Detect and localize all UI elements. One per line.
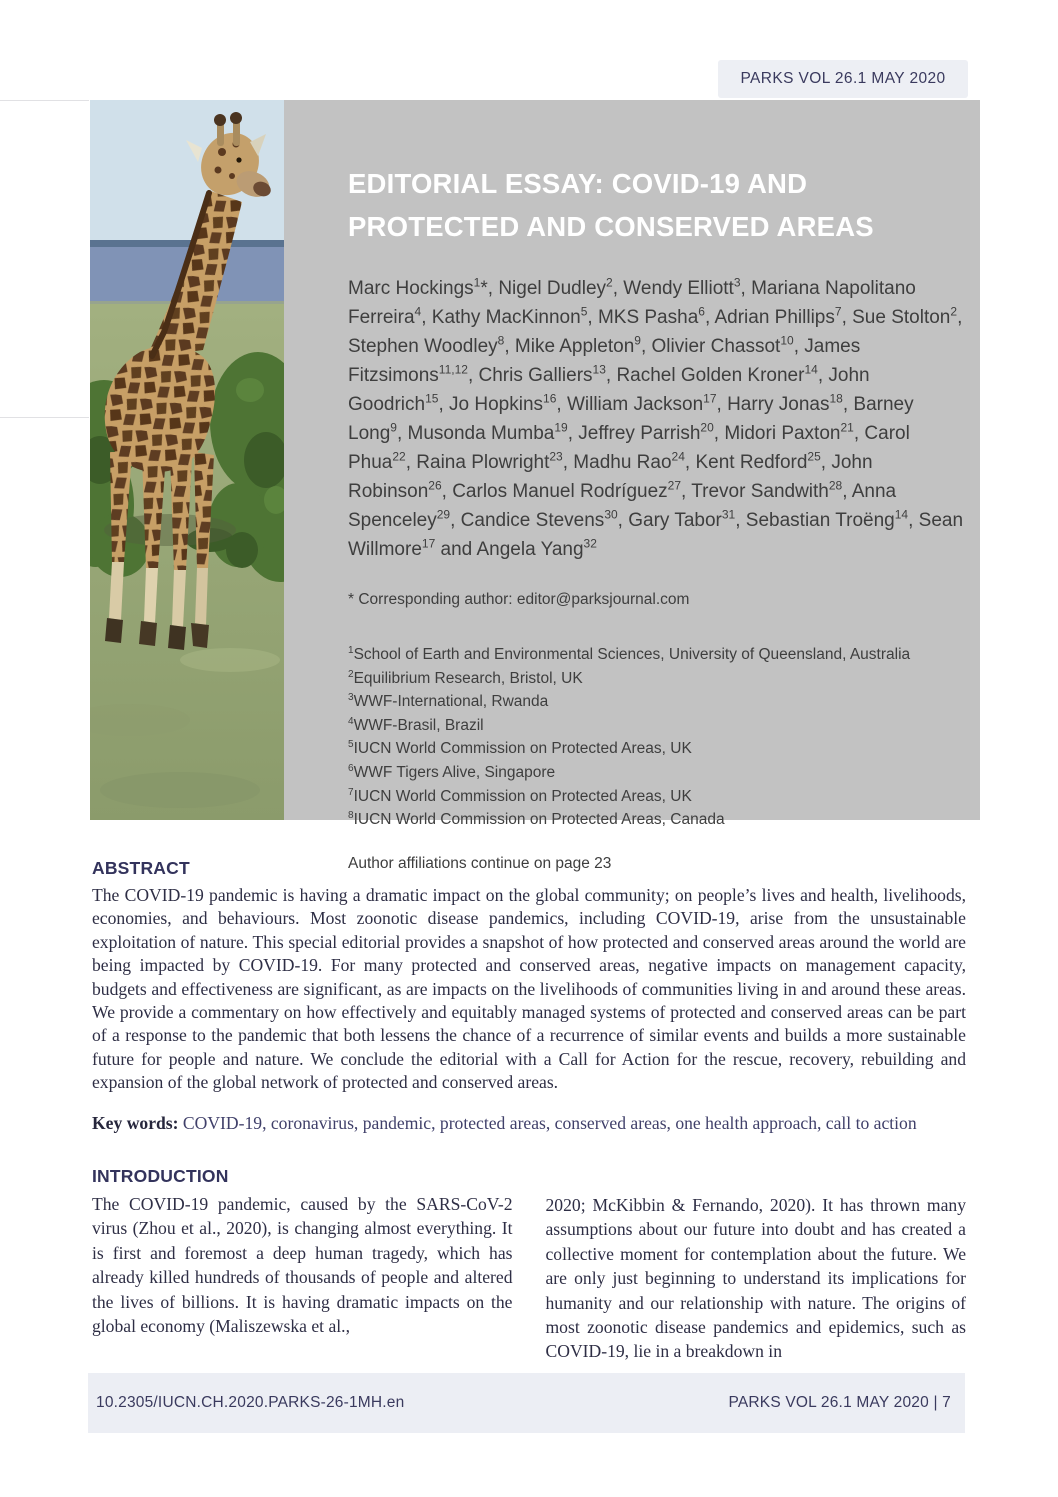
author-entry: Trevor Sandwith$^{28}$ — [691, 478, 843, 502]
affiliation-entry: $^5$IUCN World Commission on Protected Areas, UK — [348, 739, 692, 758]
author-entry: Jeffrey Parrish$^{20}$ — [578, 420, 714, 444]
affiliations-note: Author affiliations continue on page 23 — [348, 854, 612, 872]
abstract-section — [92, 858, 966, 1135]
author-entry: Sue Stolton$^2$ — [852, 304, 958, 328]
introduction-text-left: The COVID-19 pandemic, caused by the SARS-CoV-2 virus (Zhou et al., 2020), is changing almost everything. It is first and foremost a deep human tragedy, which has already killed hundreds of thousands of people and altered the lives of billions. It is having dramatic impacts on the global economy (Maliszewska et al., — [92, 1194, 513, 1337]
keywords-line — [92, 1112, 966, 1135]
author-entry: Mike Appleton$^9$ — [514, 333, 641, 357]
author-entry: Raina Plowright$^{23}$ — [416, 449, 563, 473]
corresponding-author: * Corresponding author: editor@parksjournal.com — [348, 591, 690, 608]
author-entry: Kent Redford$^{25}$ — [695, 449, 821, 473]
author-entry: Kathy MacKinnon$^5$ — [431, 304, 588, 328]
author-entry: John Robinson$^{26}$ — [348, 452, 873, 502]
author-entry: Barney Long$^9$ — [348, 394, 914, 444]
abstract-text: The COVID-19 pandemic is having a dramatic impact on the global community; on people’s lives and health, livelihoods, economies, and behaviours. Most zoonotic disease pandemics, including COVID-19, arise from the unsustainable exploitation of nature. This special editorial provides a snapshot of how protected and conserved areas around the world are being impacted by COVID-19. For many protected and conserved areas, negative impacts on management capacity, budgets and effectiveness are significant, as are impacts on the livelihoods of communities living in and around these areas. We provide a commentary on how effectively and equitably managed systems of protected and conserved areas can be part of a response to the pandemic that both lessens the chance of a recurrence of similar events and builds a more sustainable future for people and nature. We conclude the editorial with a Call for Action for the rescue, recovery, rebuilding and expansion of the global network of protected and conserved areas. — [92, 885, 966, 1093]
author-entry: Olivier Chassot$^{10}$ — [651, 333, 794, 357]
author-entry: Carlos Manuel Rodríguez$^{27}$ — [452, 478, 682, 502]
giraffe-photo — [90, 100, 284, 820]
author-entry: John Goodrich$^{15}$ — [348, 365, 870, 415]
author-entry: Adrian Phillips$^7$ — [714, 304, 842, 328]
keywords-label: Key words: — [92, 1112, 179, 1133]
author-entry: Jo Hopkins$^{16}$ — [449, 391, 557, 415]
affiliation-list — [348, 643, 966, 832]
introduction-section — [92, 1166, 966, 1364]
author-entry: Chris Galliers$^{13}$ — [478, 362, 606, 386]
author-entry: Mariana Napolitano Ferreira$^4$ — [348, 278, 916, 328]
affiliation-entry: $^8$IUCN World Commission on Protected Areas, Canada — [348, 810, 725, 829]
hero-panel — [284, 100, 980, 872]
author-entry: Harry Jonas$^{18}$ — [727, 391, 843, 415]
author-entry: Angela Yang$^{32}$ — [476, 536, 597, 560]
author-entry: Wendy Elliott$^3$ — [623, 275, 741, 299]
affiliation-entry: $^3$WWF-International, Rwanda — [348, 692, 549, 711]
author-entry: Rachel Golden Kroner$^{14}$ — [616, 362, 818, 386]
author-entry: Anna Spenceley$^{29}$ — [348, 481, 897, 531]
keywords-values: COVID-19, coronavirus, pandemic, protected areas, conserved areas, one health approach, call to action — [182, 1112, 917, 1133]
author-entry: Midori Paxton$^{21}$ — [724, 420, 854, 444]
affiliation-entry: $^7$IUCN World Commission on Protected Areas, UK — [348, 786, 692, 805]
author-entry: James Fitzsimons$^{11,12}$ — [348, 336, 861, 386]
author-entry: Madhu Rao$^{24}$ — [573, 449, 685, 473]
introduction-text-right: 2020; McKibbin & Fernando, 2020). It has thrown many assumptions about our future into doubt and has created a collective moment for contemplation about the future. We are only just beginning to understand its implications for humanity and our relationship with nature. The origins of most zoonotic disease pandemics and epidemics, such as COVID-19, lie in a breakdown in — [545, 1195, 966, 1362]
article-title: EDITORIAL ESSAY: COVID-19 AND PROTECTED AND CONSERVED AREAS — [348, 168, 874, 242]
issue-page-number: PARKS VOL 26.1 MAY 2020 | 7 — [728, 1394, 951, 1411]
author-entry: Sean Willmore$^{17}$ — [348, 510, 964, 560]
abstract-heading: ABSTRACT — [92, 858, 190, 878]
author-entry: Marc Hockings$^1$* — [348, 275, 488, 299]
author-entry: Sebastian Troëng$^{14}$ — [745, 507, 909, 531]
affiliation-entry: $^2$Equilibrium Research, Bristol, UK — [348, 668, 583, 687]
left-margin-frame — [0, 100, 89, 418]
author-entry: Nigel Dudley$^2$ — [498, 275, 613, 299]
author-entry: Candice Stevens$^{30}$ — [460, 507, 618, 531]
author-entry: MKS Pasha$^6$ — [597, 304, 705, 328]
introduction-heading: INTRODUCTION — [92, 1166, 229, 1186]
author-list: Marc Hockings$^1$*, Nigel Dudley$^2$, Wendy Elliott$^3$, Mariana Napolitano Ferreira$^4$, Kathy MacKinnon$^5$, MKS Pasha$^6$, Adrian Phillips$^7$, Sue Stolton$^2$, Stephen Woodley$^8$, Mike Appleton$^9$, Olivier Chassot$^{10}$, James Fitzsimons$^{11,12}$, Chris Galliers$^{13}$, Rachel Golden Kroner$^{14}$, John Goodrich$^{15}$, Jo Hopkins$^{16}$, William Jackson$^{17}$, Harry Jonas$^{18}$, Barney Long$^9$, Musonda Mumba$^{19}$, Jeffrey Parrish$^{20}$, Midori Paxton$^{21}$, Carol Phua$^{22}$, Raina Plowright$^{23}$, Madhu Rao$^{24}$, Kent Redford$^{25}$, John Robinson$^{26}$, Carlos Manuel Rodríguez$^{27}$, Trevor Sandwith$^{28}$, Anna Spenceley$^{29}$, Candice Stevens$^{30}$, Gary Tabor$^{31}$, Sebastian Troëng$^{14}$, Sean Willmore$^{17}$ and Angela Yang$^{32}$ — [348, 275, 964, 560]
page-footer — [88, 1373, 965, 1433]
author-entry: Musonda Mumba$^{19}$ — [407, 420, 568, 444]
author-entry: Gary Tabor$^{31}$ — [628, 507, 736, 531]
affiliation-entry: $^6$WWF Tigers Alive, Singapore — [348, 762, 556, 781]
introduction-column-left — [92, 1166, 513, 1364]
doi-text: 10.2305/IUCN.CH.2020.PARKS-26-1MH.en — [96, 1394, 405, 1411]
author-entry: Stephen Woodley$^8$ — [348, 333, 505, 357]
issue-badge — [718, 60, 968, 98]
author-entry: William Jackson$^{17}$ — [566, 391, 717, 415]
author-entry: Carol Phua$^{22}$ — [348, 423, 910, 473]
giraffe-photo-illustration — [90, 100, 284, 820]
affiliation-entry: $^1$School of Earth and Environmental Sciences, University of Queensland, Australia — [348, 644, 911, 663]
issue-badge-label: PARKS VOL 26.1 MAY 2020 — [740, 70, 946, 87]
affiliation-entry: $^4$WWF-Brasil, Brazil — [348, 715, 484, 734]
introduction-column-right — [546, 1166, 967, 1364]
